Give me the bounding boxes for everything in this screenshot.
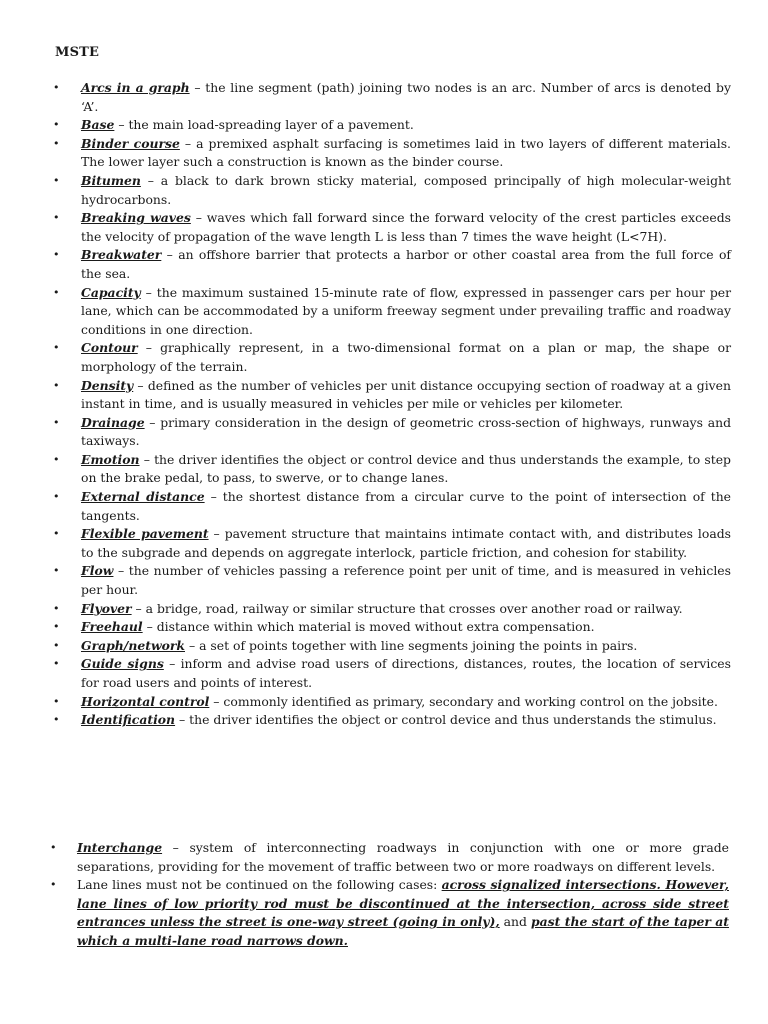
- list-item: [81, 339, 731, 376]
- list-item-lane-lines: [77, 876, 729, 950]
- list-item: [81, 284, 731, 340]
- term: Freehaul: [81, 619, 143, 635]
- list-item: [81, 377, 731, 414]
- separator: –: [209, 693, 224, 709]
- lane-lines-connector: and: [499, 914, 531, 930]
- definition: the number of vehicles passing a reference point per unit of time, and is measured in vehicles per hour.: [81, 563, 731, 598]
- separator: –: [139, 451, 155, 467]
- definition: a premixed asphalt surfacing is sometimes laid in two layers of different materials. The lower layer such a construction is known as the binder course.: [81, 135, 731, 170]
- definition: the driver identifies the object or control device and thus understands the stimulus.: [189, 712, 717, 728]
- definition: the shortest distance from a circular curve to the point of intersection of the tangents.: [81, 489, 732, 523]
- separator: –: [162, 840, 190, 855]
- additional-notes-list: [77, 839, 729, 951]
- separator: –: [185, 637, 200, 653]
- separator: –: [140, 172, 161, 188]
- term: Binder course: [81, 135, 180, 151]
- definition: pavement structure that maintains intimate contact with, and distributes loads to the subgrade and depends on aggregate interlock, particle friction, and cohesion for stability.: [81, 526, 731, 560]
- separator: –: [208, 526, 225, 542]
- definition: graphically represent, in a two-dimensional format on a plan or map, the shape or morphology of the terrain.: [81, 340, 731, 374]
- list-item: [81, 600, 731, 619]
- separator: –: [131, 600, 146, 616]
- separator: –: [179, 135, 197, 151]
- separator: –: [163, 656, 181, 672]
- definition: the main load-spreading layer of a pavement.: [128, 117, 414, 133]
- list-item: [81, 414, 731, 451]
- definition: the driver identifies the object or control device and thus understands the example, to step on the brake pedal, to pass, to swerve, or to change lanes.: [81, 451, 731, 486]
- definition: waves which fall forward since the forward velocity of the crest particles exceeds the velocity of propagation of the wave length L is less than 7 times the wave height (L<7H).: [81, 210, 731, 244]
- definition: a bridge, road, railway or similar structure that crosses over another road or railway.: [145, 600, 683, 616]
- definition: defined as the number of vehicles per unit distance occupying section of roadway at a given instant in time, and is usually measured in vehicles per mile or vehicles per kilometer.: [81, 377, 731, 412]
- term: Arcs in a graph: [81, 80, 190, 95]
- list-item: [81, 135, 731, 172]
- definition: distance within which material is moved without extra compensation.: [156, 619, 595, 635]
- separator: –: [142, 619, 157, 635]
- separator: –: [114, 117, 129, 133]
- separator: –: [137, 340, 161, 356]
- list-item: [81, 525, 731, 562]
- separator: –: [144, 414, 161, 430]
- term: External distance: [81, 489, 205, 505]
- separator: –: [133, 377, 148, 393]
- separator: –: [190, 210, 207, 226]
- separator: –: [189, 80, 206, 95]
- term: Graph/network: [81, 637, 185, 653]
- separator: –: [204, 489, 223, 505]
- list-item: [81, 637, 731, 656]
- term: Guide signs: [81, 656, 164, 672]
- term: Emotion: [81, 451, 140, 467]
- list-item: [81, 172, 731, 209]
- lane-lines-intro: Lane lines must not be continued on the following cases:: [77, 877, 442, 893]
- document-title: MSTE: [55, 45, 100, 60]
- definition: the line segment (path) joining two nodes is an arc. Number of arcs is denoted by ‘A’.: [81, 80, 731, 114]
- term: Flexible pavement: [81, 526, 209, 542]
- separator: –: [161, 247, 179, 263]
- definition: a set of points together with line segments joining the points in pairs.: [199, 637, 638, 653]
- list-item: [81, 116, 731, 135]
- term: Breaking waves: [81, 210, 191, 226]
- lane-lines-emphasis-1: across signalized intersections. However, lane lines of low priority rod must be discontinued at the intersection, across side street entrances unless the street is one-way street (going in only),: [77, 877, 729, 930]
- term: Interchange: [77, 840, 163, 855]
- list-item: [81, 451, 731, 488]
- definition: an offshore barrier that protects a harbor or other coastal area from the full force of the sea.: [81, 247, 731, 281]
- list-item: [81, 209, 731, 246]
- separator: –: [175, 712, 190, 728]
- term: Flyover: [81, 600, 132, 616]
- term: Base: [81, 117, 115, 133]
- definition: primary consideration in the design of geometric cross-section of highways, runways and taxiways.: [81, 414, 732, 449]
- term: Flow: [81, 563, 114, 579]
- definition: commonly identified as primary, secondary and working control on the jobsite.: [223, 693, 718, 709]
- term: Contour: [81, 340, 138, 356]
- list-item: [81, 655, 731, 692]
- list-item: [81, 711, 731, 730]
- list-item: [81, 246, 731, 283]
- definition: inform and advise road users of directions, distances, routes, the location of services for road users and points of interest.: [81, 656, 731, 690]
- definition: system of interconnecting roadways in conjunction with one or more grade separations, providing for the movement of traffic between two or more roadways on different levels.: [77, 840, 729, 874]
- list-item: [81, 618, 731, 637]
- list-item-interchange: [77, 839, 729, 876]
- definition: a black to dark brown sticky material, composed principally of high molecular-weight hydrocarbons.: [81, 172, 731, 207]
- list-item: [81, 79, 731, 116]
- term: Breakwater: [81, 247, 162, 263]
- list-item: [81, 693, 731, 712]
- term: Identification: [81, 712, 176, 728]
- list-item: [81, 562, 731, 599]
- term: Drainage: [81, 414, 145, 430]
- separator: –: [140, 284, 157, 300]
- term: Density: [81, 377, 134, 393]
- term: Horizontal control: [81, 693, 210, 709]
- term: Bitumen: [81, 172, 141, 188]
- separator: –: [113, 563, 129, 579]
- list-item: [81, 488, 731, 525]
- definition: the maximum sustained 15-minute rate of flow, expressed in passenger cars per hour per lane, which can be accommodated by a uniform freeway segment under prevailing traffic and roadway conditions in one direction.: [81, 284, 732, 337]
- lane-lines-emphasis-2: past the start of the taper at which a multi-lane road narrows down.: [77, 914, 729, 948]
- term: Capacity: [81, 284, 141, 300]
- glossary-list: [81, 79, 731, 730]
